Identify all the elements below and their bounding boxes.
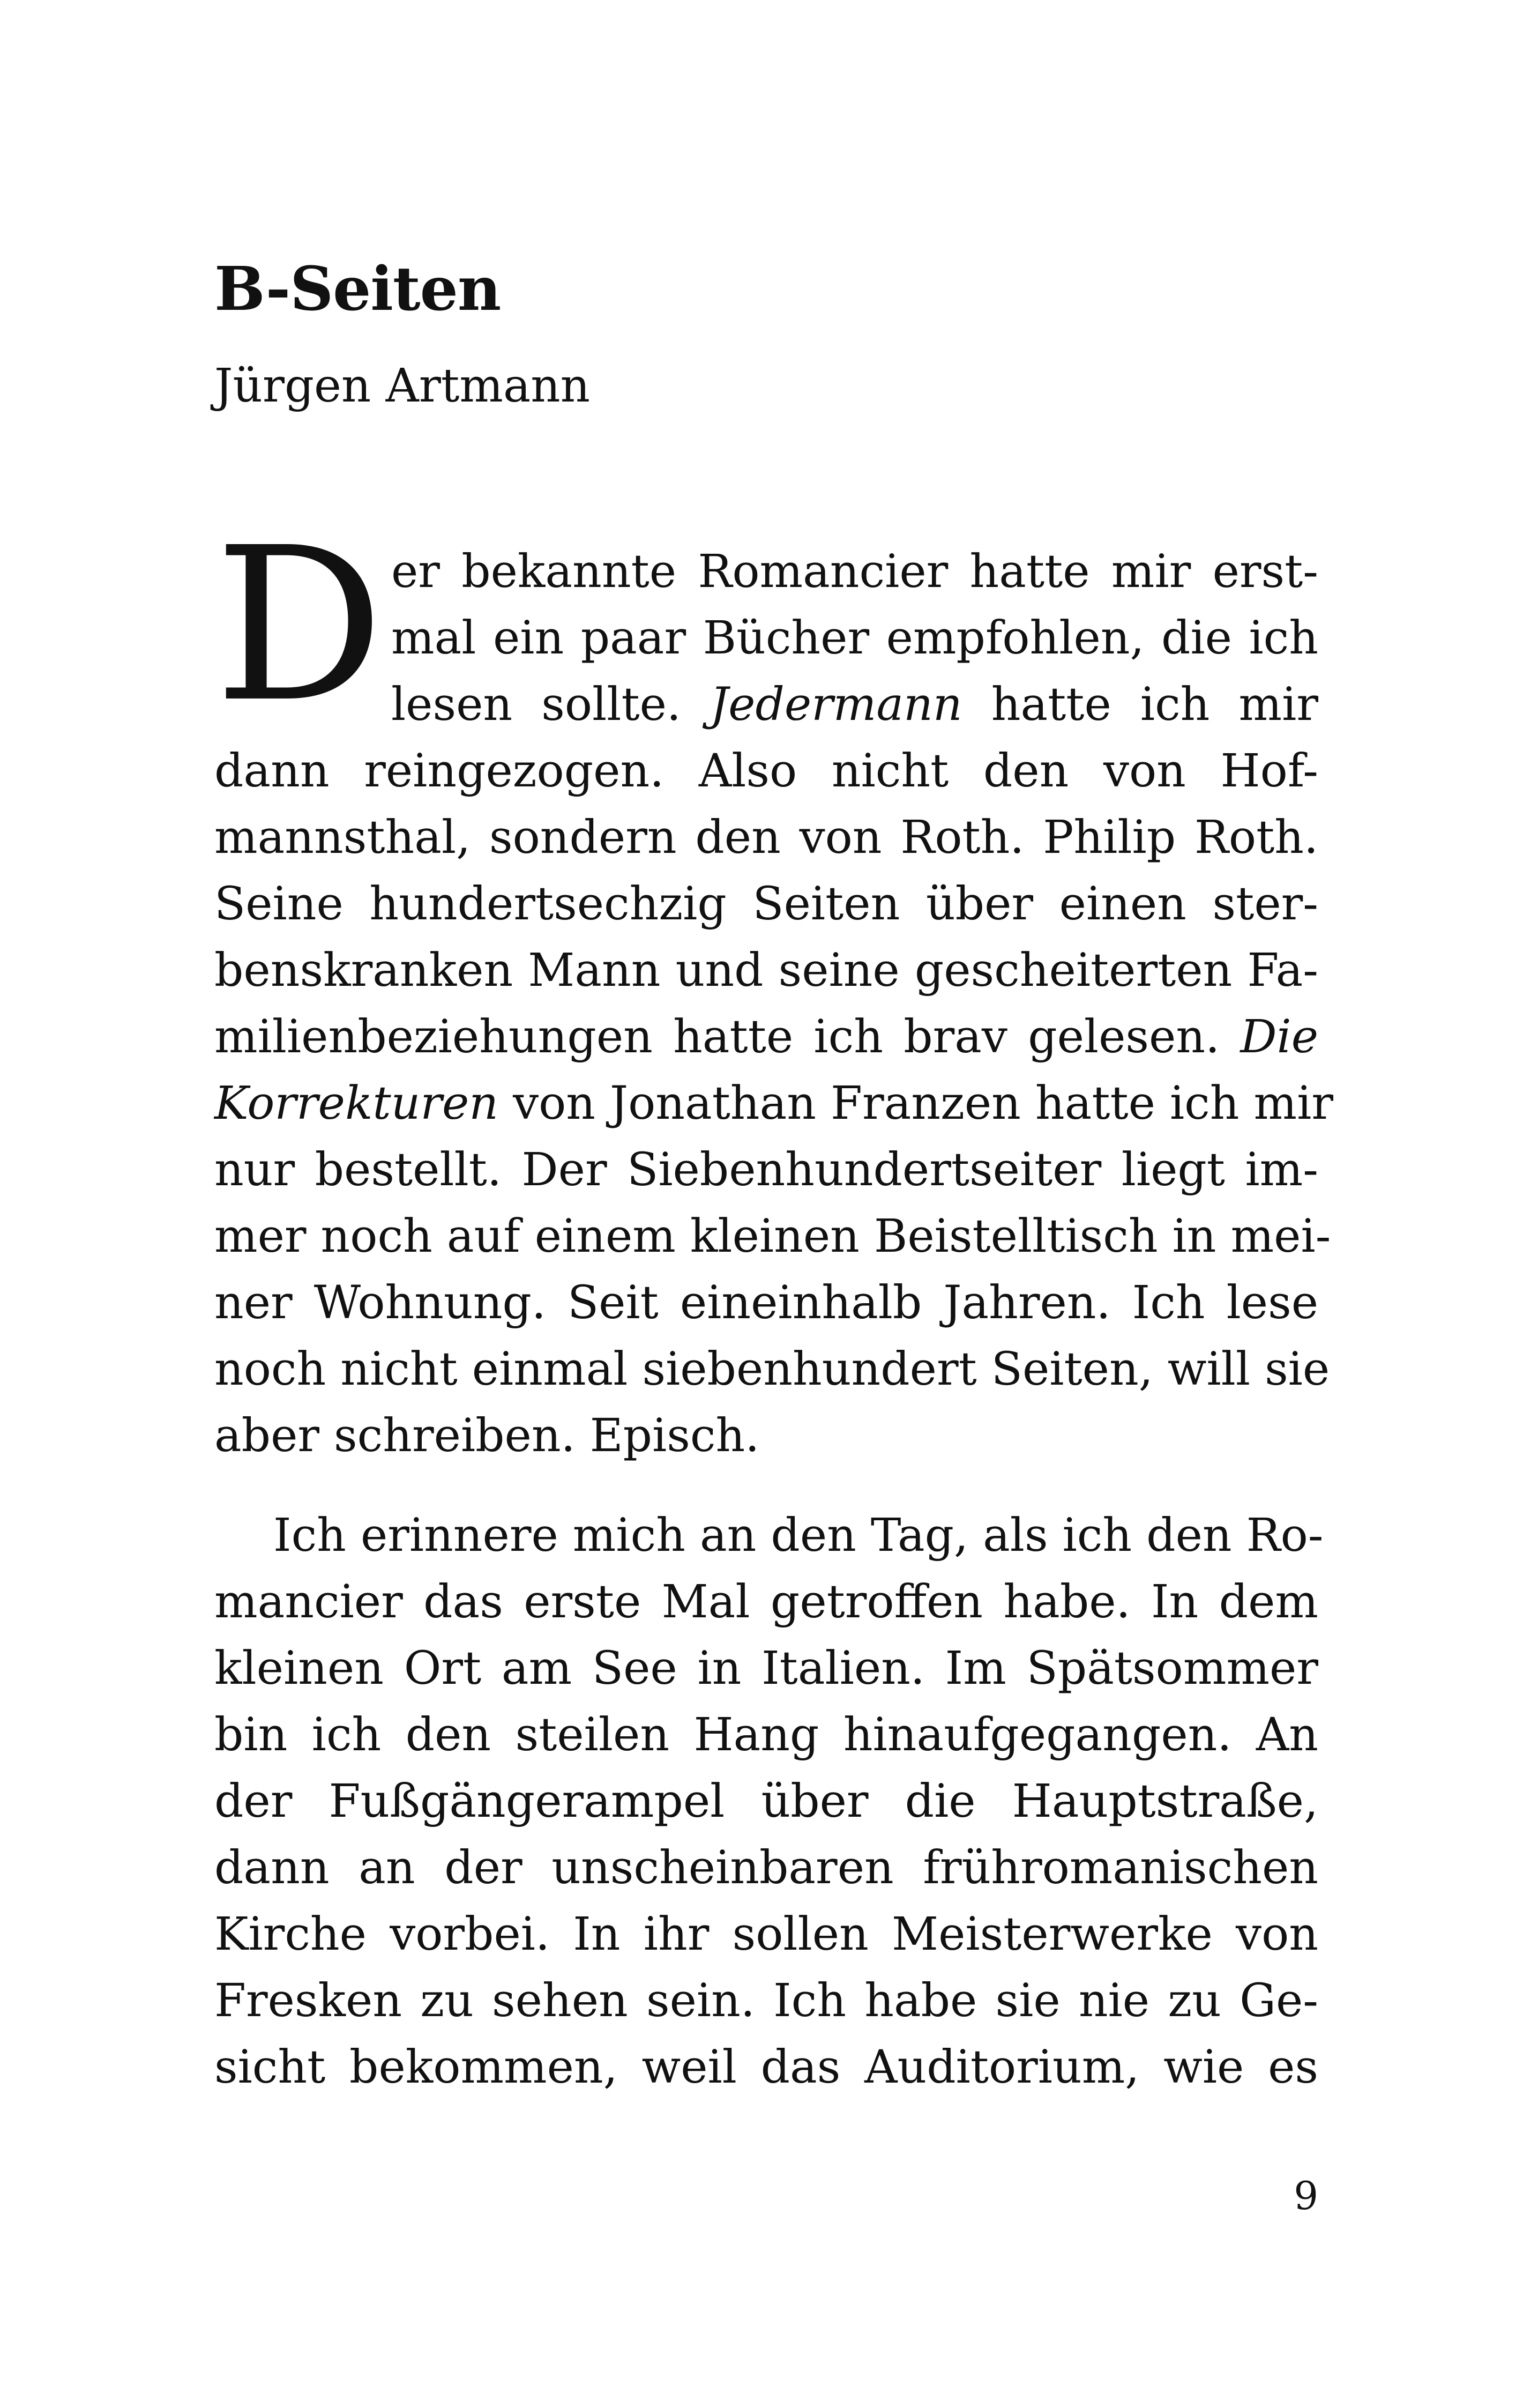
text-line: sicht bekommen, weil das Auditorium, wie es [214,2041,1318,2094]
text-line: aber schreiben. Episch. [214,1409,760,1462]
text-line [214,672,1318,738]
text-line: kleinen Ort am See in Italien. Im Spätsommer [214,1642,1318,1695]
paragraph-2 [214,1503,1324,2101]
text-line: Fresken zu sehen sein. Ich habe sie nie zu Ge- [214,1974,1318,2027]
text-segment: hatte ich mir [991,678,1318,731]
text-line: dann reingezogen. Also nicht den von Hof- [214,745,1318,798]
text-line: nur bestellt. Der Siebenhundertseiter liegt im- [214,1143,1318,1196]
book-title-italic: Korrekturen [214,1077,499,1130]
text-line: er bekannte Romancier hatte mir erst- [391,545,1318,598]
text-line: Seine hundertsechzig Seiten über einen ster- [214,878,1318,931]
text-line: bin ich den steilen Hang hinaufgegangen. An [214,1708,1318,1762]
book-title-italic: Die [1240,1010,1318,1064]
chapter-title: B-Seiten [214,254,501,324]
text-line: ner Wohnung. Seit eineinhalb Jahren. Ich lese [214,1276,1318,1329]
text-line: dann an der unscheinbaren frühromanischen [214,1841,1318,1894]
drop-cap: D [214,502,384,749]
author-name: Jürgen Artmann [214,359,591,413]
text-segment: milienbeziehungen hatte ich brav gelesen. [214,1010,1220,1064]
text-line [214,1004,1318,1071]
text-line: Kirche vorbei. In ihr sollen Meisterwerke von [214,1908,1318,1961]
text-line: mal ein paar Bücher empfohlen, die ich [391,612,1318,665]
text-segment: von Jonathan Franzen hatte ich mir [513,1077,1333,1130]
text-line: Ich erinnere mich an den Tag, als ich den Ro- [273,1509,1324,1562]
text-line [214,1071,1333,1137]
text-line: benskranken Mann und seine gescheiterten Fa- [214,944,1318,997]
paragraph-1 [214,539,1333,1469]
text-line: noch nicht einmal siebenhundert Seiten, will sie [214,1343,1330,1396]
text-line: der Fußgängerampel über die Hauptstraße, [214,1775,1318,1828]
text-line: mannsthal, sondern den von Roth. Philip Roth. [214,811,1318,864]
page-number: 9 [1294,2173,1318,2218]
text-segment: lesen sollte. [391,678,681,731]
text-line: mer noch auf einem kleinen Beistelltisch in mei- [214,1210,1331,1263]
book-title-italic: Jedermann [710,678,962,731]
text-line: mancier das erste Mal getroffen habe. In dem [214,1575,1318,1629]
